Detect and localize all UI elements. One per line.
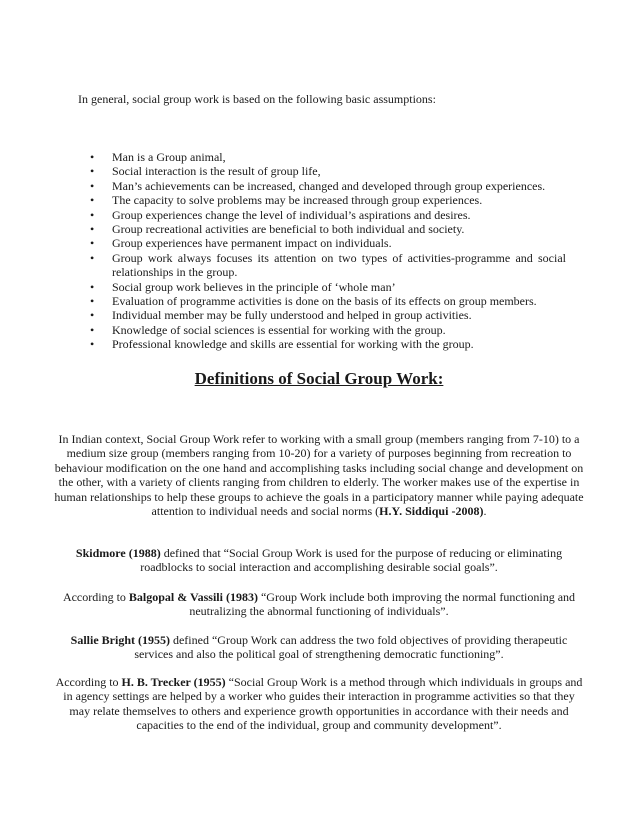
definition-lead: According to <box>55 675 122 689</box>
citation: H.Y. Siddiqui -2008) <box>379 504 484 519</box>
list-item-text: Individual member may be fully understood and helped in group activities. <box>112 308 472 323</box>
list-item <box>90 193 566 207</box>
list-item <box>90 294 566 308</box>
definition-tail: . <box>483 504 487 519</box>
definition-text: In Indian context, Social Group Work refer to working with a small group (members ranging from 7-10) to a medium size group (members ranging from 10-20) for a variety of purposes beginning from recreation to behaviour modification on the one hand and accomplishing tasks including social change and development on the other, with a variety of clients ranging from children to elderly. The worker makes use of the expertise in human relationships to help these groups to achieve the goals in a participatory manner while paying adequate attention to individual needs and social norms ( <box>54 432 584 519</box>
definition-text: “Social Group Work is a method through which individuals in groups and in agency settings are helped by a worker who guides their interaction in programme activities so that they may relate themselves to others and experience growth opportunities in accordance with their needs and capacities to the end of the individual, group and community development”. <box>63 675 583 733</box>
list-item <box>90 208 566 222</box>
bullet-icon: • <box>90 337 95 352</box>
citation: Sallie Bright (1955) <box>70 633 170 647</box>
definition-balgopal <box>52 590 586 619</box>
list-item <box>90 179 566 193</box>
citation: H. B. Trecker (1955) <box>121 675 226 689</box>
list-item-text: Group experiences change the level of individual’s aspirations and desires. <box>112 207 471 222</box>
list-item-text: Group experiences have permanent impact on individuals. <box>112 236 392 251</box>
bullet-icon: • <box>90 178 95 193</box>
citation: Balgopal & Vassili (1983) <box>128 590 258 604</box>
bullet-icon: • <box>90 236 95 251</box>
list-item-text: Group recreational activities are beneficial to both individual and society. <box>112 222 465 237</box>
list-item <box>90 164 566 178</box>
list-item-text: Knowledge of social sciences is essential for working with the group. <box>112 322 446 337</box>
list-item-text: Social group work believes in the principle of ‘whole man’ <box>112 279 396 294</box>
bullet-icon: • <box>90 207 95 222</box>
list-item <box>90 251 566 280</box>
list-item <box>90 236 566 250</box>
bullet-icon: • <box>90 279 95 294</box>
bullet-icon: • <box>90 322 95 337</box>
list-item-text: The capacity to solve problems may be increased through group experiences. <box>112 193 483 208</box>
definition-lead: According to <box>62 590 129 604</box>
definition-siddiqui <box>52 432 586 518</box>
list-item-text: Social interaction is the result of group life, <box>112 164 321 179</box>
bullet-icon: • <box>90 222 95 237</box>
list-item-text: Evaluation of programme activities is done on the basis of its effects on group members. <box>112 294 537 309</box>
definition-bright <box>52 633 586 662</box>
list-item <box>90 337 566 351</box>
list-item <box>90 308 566 322</box>
bullet-icon: • <box>90 308 95 323</box>
definition-text: defined “Group Work can address the two fold objectives of providing therapeutic services and also the political goal of strengthening democratic functioning”. <box>134 633 568 662</box>
list-item <box>90 280 566 294</box>
bullet-icon: • <box>90 150 95 164</box>
list-item-text: Man’s achievements can be increased, changed and developed through group experiences. <box>112 178 546 193</box>
list-item-text: Professional knowledge and skills are essential for working with the group. <box>112 337 474 352</box>
definition-text: “Group Work include both improving the normal functioning and neutralizing the abnormal functioning of individuals”. <box>189 590 576 619</box>
definition-text: defined that “Social Group Work is used for the purpose of reducing or eliminating roadblocks to social interaction and accomplishing desirable social goals”. <box>140 546 563 575</box>
definitions-heading: Definitions of Social Group Work: <box>194 369 444 388</box>
definition-skidmore <box>52 546 586 575</box>
citation: Skidmore (1988) <box>75 546 161 560</box>
list-item <box>90 323 566 337</box>
bullet-icon: • <box>90 250 95 265</box>
intro-sentence: In general, social group work is based on the following basic assumptions: <box>78 92 436 106</box>
bullet-icon: • <box>90 164 95 179</box>
assumptions-list <box>90 150 566 352</box>
definition-trecker <box>52 675 586 733</box>
list-item-text: Man is a Group animal, <box>112 150 226 164</box>
bullet-icon: • <box>90 193 95 208</box>
bullet-icon: • <box>90 294 95 309</box>
list-item <box>90 222 566 236</box>
list-item-text: Group work always focuses its attention on two types of activities-programme and social relationships in the group. <box>112 250 566 280</box>
list-item <box>90 150 566 164</box>
